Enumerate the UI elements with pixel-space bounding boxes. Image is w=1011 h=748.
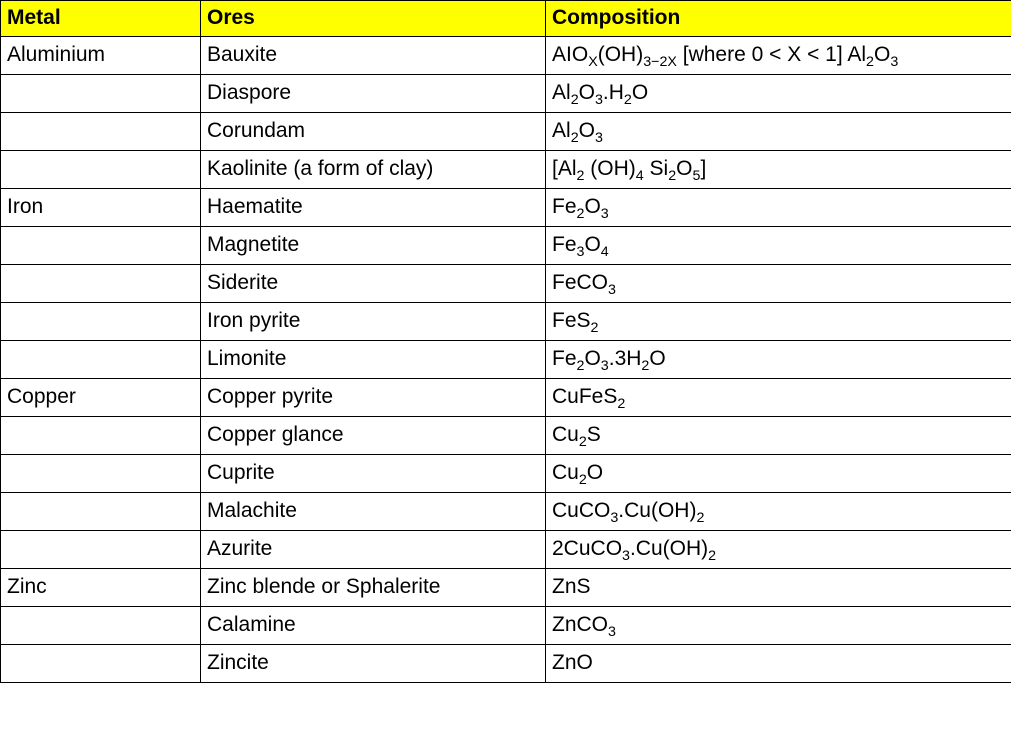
- table-row: [1, 227, 1011, 265]
- table-row: [1, 341, 1011, 379]
- table-row: [1, 455, 1011, 493]
- table-row: [1, 75, 1011, 113]
- cell-composition: $2CuCO_3.Cu(OH)_2$: [546, 531, 1011, 569]
- cell-composition: ZnO: [546, 645, 1011, 683]
- table-row: [1, 607, 1011, 645]
- cell-metal-empty: [1, 455, 201, 493]
- table-row: [1, 417, 1011, 455]
- cell-composition: $Al_2O_3.H_2O$: [546, 75, 1011, 113]
- cell-composition: $Al_2O_3$: [546, 113, 1011, 151]
- table-row: [1, 493, 1011, 531]
- cell-ore: Zincite: [201, 645, 546, 683]
- cell-composition: CuFeS$_2$: [546, 379, 1011, 417]
- cell-ore: Limonite: [201, 341, 546, 379]
- cell-metal-empty: [1, 227, 201, 265]
- cell-ore: Diaspore: [201, 75, 546, 113]
- cell-composition: $Cu_2S$: [546, 417, 1011, 455]
- table-row: [1, 531, 1011, 569]
- column-header-ores: Ores: [201, 1, 546, 37]
- table-row: [1, 265, 1011, 303]
- cell-metal: Iron: [1, 189, 201, 227]
- table-header: [1, 1, 1011, 37]
- table-row: [1, 379, 1011, 417]
- cell-composition: $Fe_3O_4$: [546, 227, 1011, 265]
- cell-composition: [$Al_2$ $(OH)_4$ $Si_2O_5$]: [546, 151, 1011, 189]
- table-header-row: [1, 1, 1011, 37]
- column-header-metal: Metal: [1, 1, 201, 37]
- cell-metal: Aluminium: [1, 37, 201, 75]
- cell-metal-empty: [1, 75, 201, 113]
- cell-metal-empty: [1, 113, 201, 151]
- table-row: [1, 113, 1011, 151]
- table-body: [1, 37, 1011, 683]
- cell-ore: Kaolinite (a form of clay): [201, 151, 546, 189]
- cell-metal-empty: [1, 265, 201, 303]
- cell-composition: FeCO$_3$: [546, 265, 1011, 303]
- cell-ore: Copper pyrite: [201, 379, 546, 417]
- cell-metal-empty: [1, 151, 201, 189]
- cell-ore: Siderite: [201, 265, 546, 303]
- cell-metal-empty: [1, 493, 201, 531]
- cell-ore: Copper glance: [201, 417, 546, 455]
- cell-ore: Haematite: [201, 189, 546, 227]
- cell-ore: Bauxite: [201, 37, 546, 75]
- cell-metal: Zinc: [1, 569, 201, 607]
- column-header-composition: Composition: [546, 1, 1011, 37]
- table-row: [1, 37, 1011, 75]
- cell-metal-empty: [1, 531, 201, 569]
- cell-composition: ZnS: [546, 569, 1011, 607]
- cell-ore: Zinc blende or Sphalerite: [201, 569, 546, 607]
- cell-ore: Iron pyrite: [201, 303, 546, 341]
- table-row: [1, 645, 1011, 683]
- cell-ore: Corundam: [201, 113, 546, 151]
- cell-composition: $Fe_2O_3.3H_2O$: [546, 341, 1011, 379]
- cell-metal-empty: [1, 645, 201, 683]
- cell-composition: $CuCO_3.Cu(OH)_2$: [546, 493, 1011, 531]
- cell-composition: FeS$_2$: [546, 303, 1011, 341]
- cell-metal: Copper: [1, 379, 201, 417]
- cell-metal-empty: [1, 303, 201, 341]
- cell-composition: ZnCO$_3$: [546, 607, 1011, 645]
- table-row: [1, 189, 1011, 227]
- cell-composition: $Fe_2O_3$: [546, 189, 1011, 227]
- cell-composition: $AIO_X(OH)_{3-2X}$ [where 0 < X < 1] $Al_2O_3$: [546, 37, 1011, 75]
- table-row: [1, 303, 1011, 341]
- cell-composition: $Cu_2O$: [546, 455, 1011, 493]
- cell-ore: Cuprite: [201, 455, 546, 493]
- cell-ore: Magnetite: [201, 227, 546, 265]
- cell-metal-empty: [1, 607, 201, 645]
- table-row: [1, 151, 1011, 189]
- cell-ore: Malachite: [201, 493, 546, 531]
- cell-ore: Calamine: [201, 607, 546, 645]
- cell-metal-empty: [1, 341, 201, 379]
- table-row: [1, 569, 1011, 607]
- cell-metal-empty: [1, 417, 201, 455]
- cell-ore: Azurite: [201, 531, 546, 569]
